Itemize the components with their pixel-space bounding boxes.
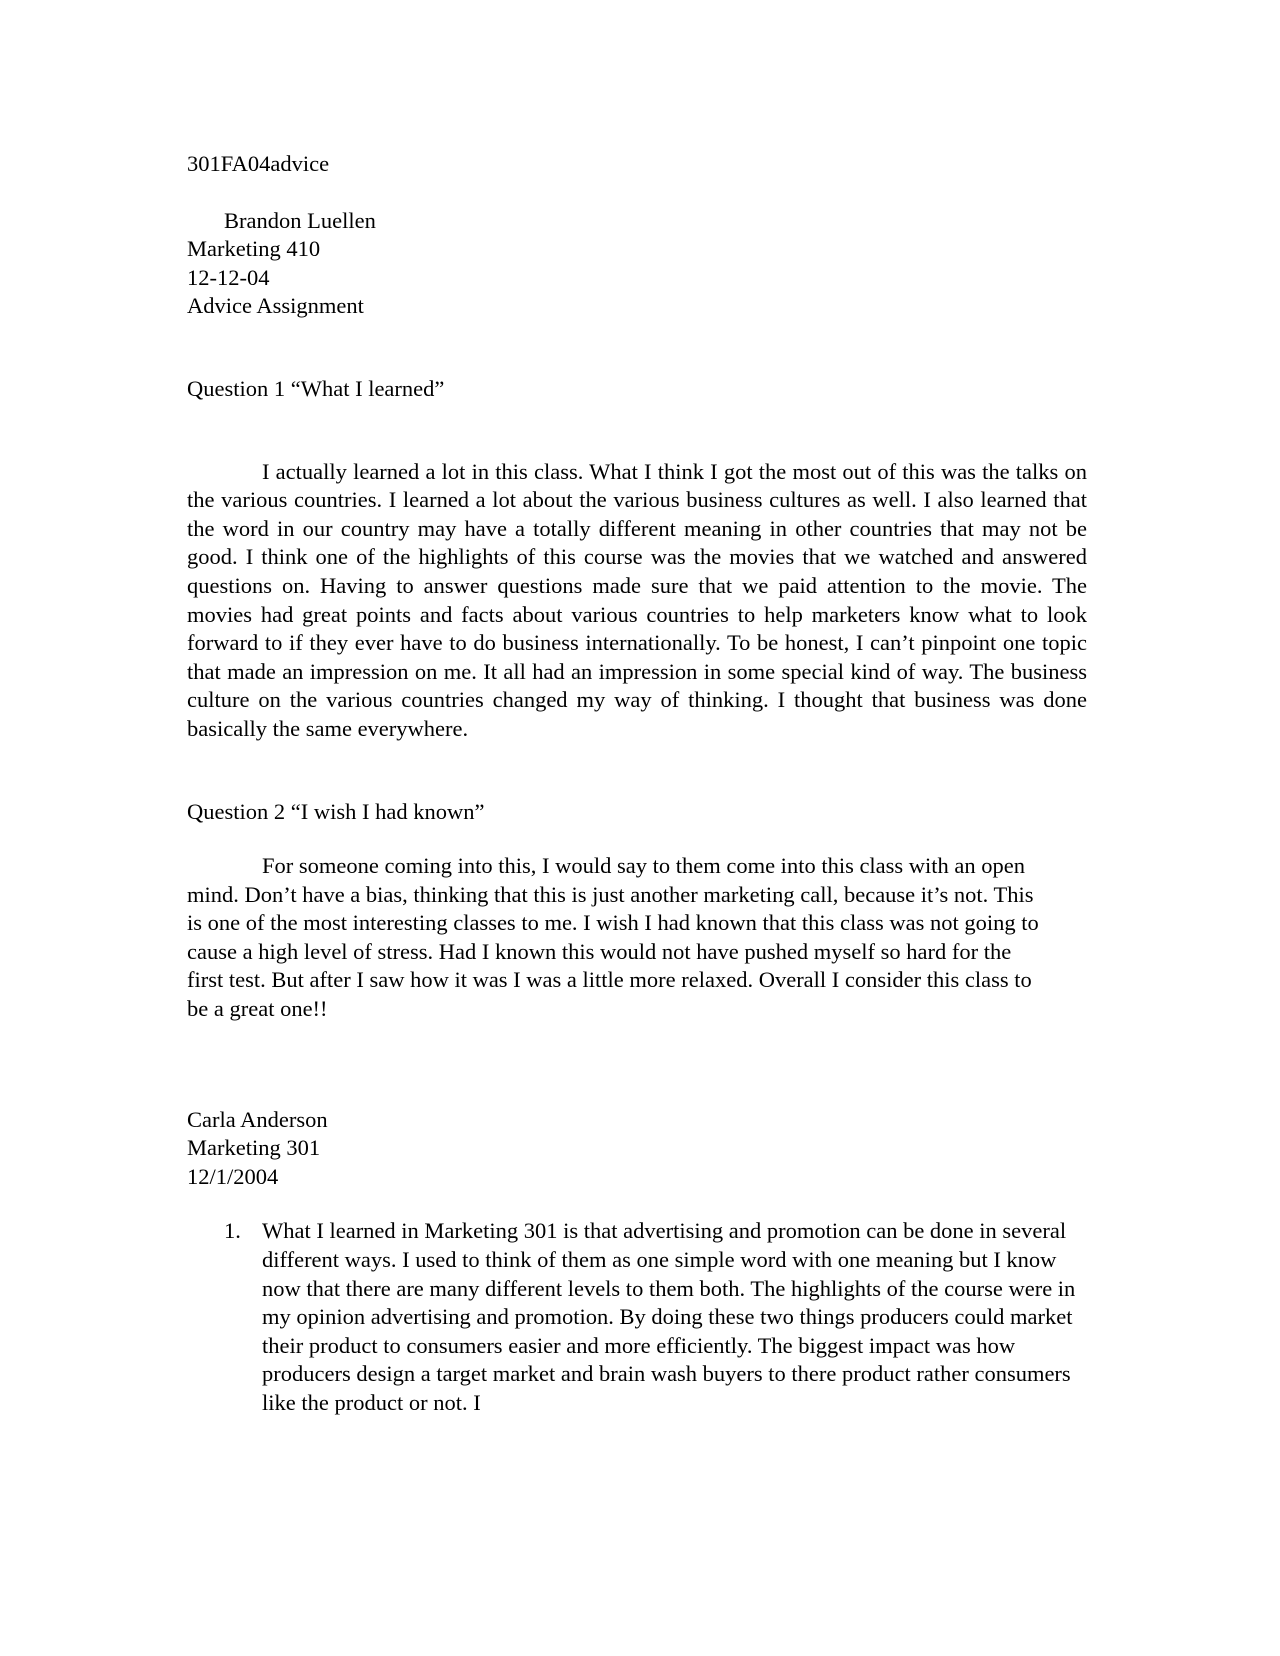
- author1-course: Marketing 410: [187, 236, 321, 262]
- question1-heading: Question 1 “What I learned”: [187, 375, 445, 401]
- question1-body: I actually learned a lot in this class. What I think I got the most out of this was the talks on the various countries. I learned a lot about the various business cultures as well. I also learned that the word in our country may have a totally different meaning in other countries that may not be good. I think one of the highlights of this course was the movies that we watched and answered questions on. Having to answer questions made sure that we paid attention to the movie. The movies had great points and facts about various countries to help marketers know what to look forward to if they ever have to do business internationally. To be honest, I can’t pinpoint one topic that made an impression on me. It all had an impression in some special kind of way. The business culture on the various countries changed my way of thinking. I thought that business was done basically the same everywhere.: [187, 458, 1087, 741]
- file-label: 301FA04advice: [187, 151, 330, 176]
- question2-body: For someone coming into this, I would say to them come into this class with an open mind. Don’t have a bias, thinking that this is just another marketing call, because it’s not. This is one of the most interesting classes to me. I wish I had known that this class was not going to cause a high level of stress. Had I known this would not have pushed myself so hard for the first test. But after I saw how it was I was a little more relaxed. Overall I consider this class to be a great one!!: [187, 853, 1039, 1022]
- author1-name: Brandon Luellen: [224, 207, 376, 233]
- author1-date: 12-12-04: [187, 264, 270, 290]
- answer-list: [187, 1217, 1087, 1417]
- list-item-text: What I learned in Marketing 301 is that advertising and promotion can be done in several different ways. I used to think of them as one simple word with one meaning but I know now that there are many different levels to them both. The highlights of the course were in my opinion advertising and promotion. By doing these two things producers could market their product to consumers easier and more efficiently. The biggest impact was how producers design a target market and brain wash buyers to there product rather consumers like the product or not. I: [262, 1218, 1076, 1415]
- question2-heading: Question 2 “I wish I had known”: [187, 798, 485, 824]
- author2-name: Carla Anderson: [187, 1106, 328, 1132]
- author1-assignment: Advice Assignment: [187, 293, 364, 319]
- list-item-number: 1.: [224, 1218, 241, 1244]
- list-item: [187, 1217, 1087, 1417]
- document-page: [187, 150, 1087, 1418]
- author2-course: Marketing 301: [187, 1135, 321, 1161]
- author2-date: 12/1/2004: [187, 1163, 279, 1189]
